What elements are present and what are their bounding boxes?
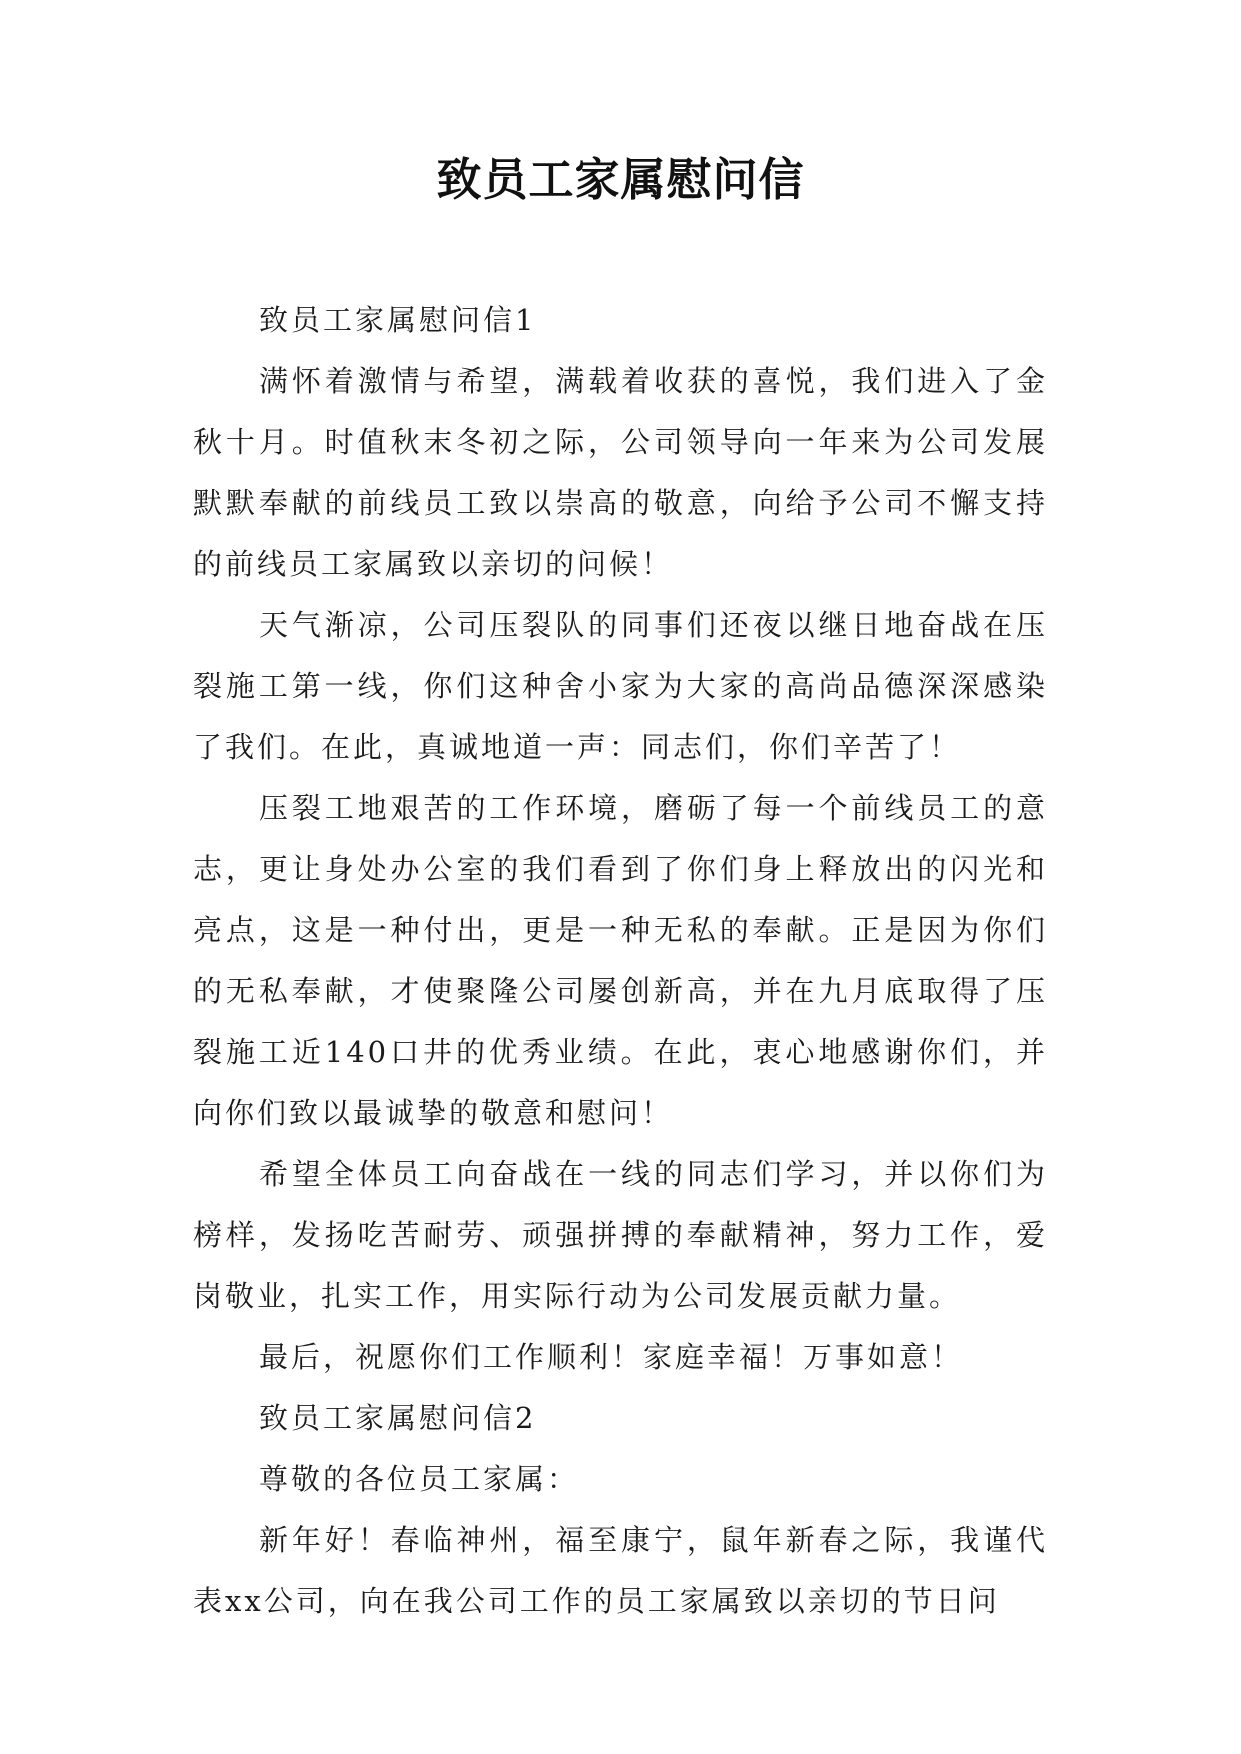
paragraph: 希望全体员工向奋战在一线的同志们学习，并以你们为榜样，发扬吃苦耐劳、顽强拼搏的奉献精神，努力工作，爱岗敬业，扎实工作，用实际行动为公司发展贡献力量。	[193, 1157, 1048, 1313]
letter-1-heading: 致员工家属慰问信1	[259, 303, 537, 337]
paragraph: 最后，祝愿你们工作顺利！家庭幸福！万事如意！	[259, 1340, 964, 1374]
document-title: 致员工家属慰问信	[436, 153, 805, 206]
paragraph: 天气渐凉，公司压裂队的同事们还夜以继日地奋战在压裂施工第一线，你们这种舍小家为大家的高尚品德深深感染了我们。在此，真诚地道一声：同志们，你们辛苦了！	[193, 608, 1048, 764]
salutation: 尊敬的各位员工家属：	[259, 1462, 580, 1496]
document-body	[193, 290, 1048, 1632]
letter-2-heading: 致员工家属慰问信2	[259, 1401, 537, 1435]
paragraph: 新年好！春临神州，福至康宁，鼠年新春之际，我谨代表xx公司，向在我公司工作的员工家属致以亲切的节日问	[193, 1523, 1048, 1618]
paragraph: 压裂工地艰苦的工作环境，磨砺了每一个前线员工的意志，更让身处办公室的我们看到了你们身上释放出的闪光和亮点，这是一种付出，更是一种无私的奉献。正是因为你们的无私奉献，才使聚隆公司屡创新高，并在九月底取得了压裂施工近140口井的优秀业绩。在此，衷心地感谢你们，并向你们致以最诚挚的敬意和慰问！	[193, 791, 1048, 1130]
paragraph: 满怀着激情与希望，满载着收获的喜悦，我们进入了金秋十月。时值秋末冬初之际，公司领导向一年来为公司发展默默奉献的前线员工致以崇高的敬意，向给予公司不懈支持的前线员工家属致以亲切的问候！	[193, 364, 1048, 581]
